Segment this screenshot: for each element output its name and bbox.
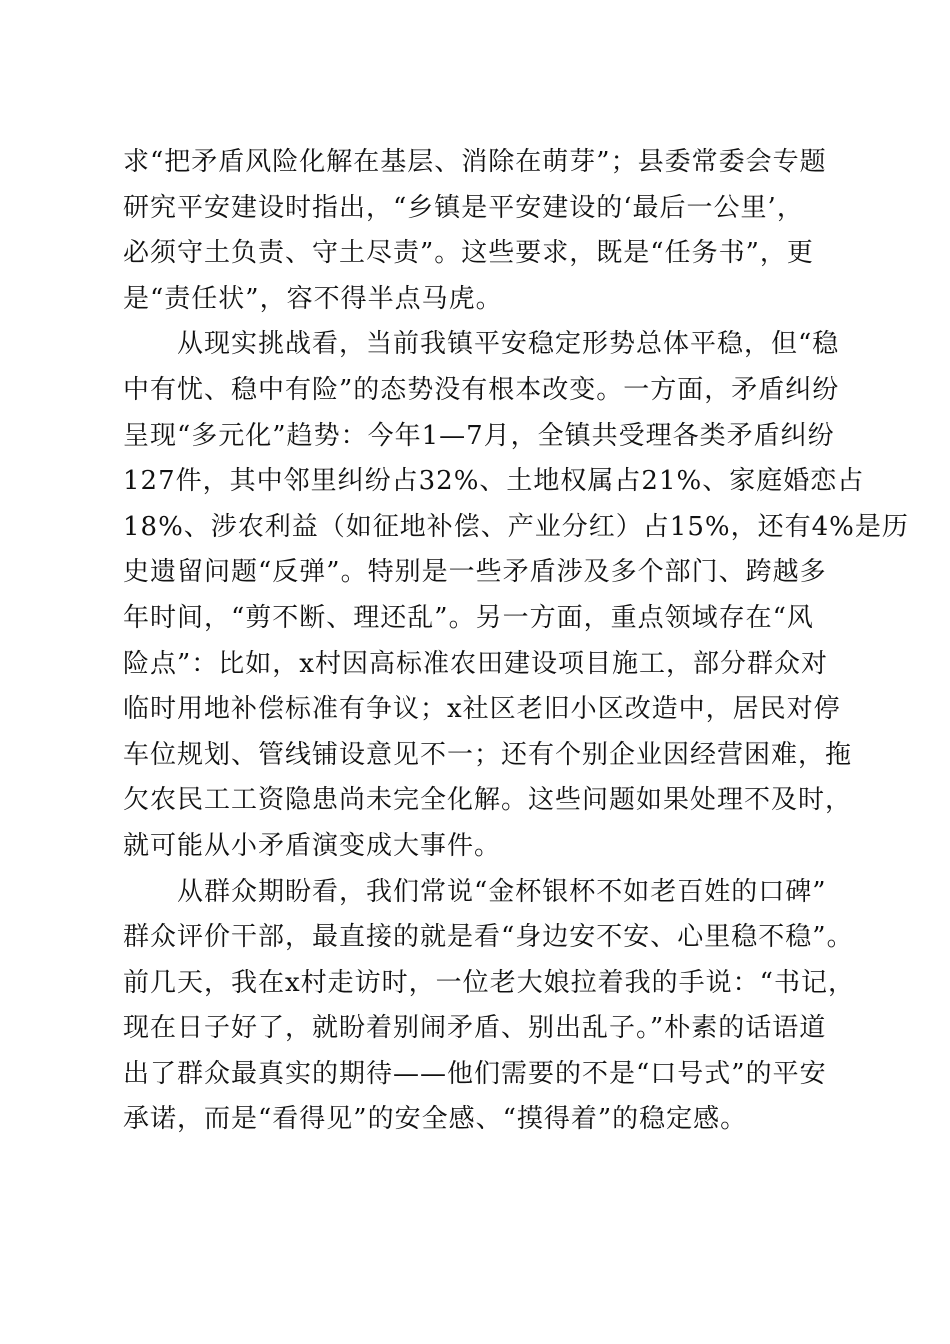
text-line: 前几天，我在x村走访时，一位老大娘拉着我的手说：“书记，	[123, 967, 855, 998]
text-line: 险点”：比如，x村因高标准农田建设项目施工，部分群众对	[123, 648, 828, 679]
text-line: 是“责任状”，容不得半点马虎。	[123, 283, 503, 314]
text-line: 18%、涉农利益（如征地补偿、产业分红）占15%，还有4%是历	[123, 511, 909, 542]
text-line: 出了群众最真实的期待——他们需要的不是“口号式”的平安	[123, 1058, 827, 1089]
text-line: 史遗留问题“反弹”。特别是一些矛盾涉及多个部门、跨越多	[123, 557, 827, 588]
text-line: 中有忧、稳中有险”的态势没有根本改变。一方面，矛盾纠纷	[123, 374, 840, 405]
text-line: 从现实挑战看，当前我镇平安稳定形势总体平稳，但“稳	[123, 329, 840, 360]
text-line: 车位规划、管线铺设意见不一；还有个别企业因经营困难，拖	[123, 739, 853, 770]
text-line: 127件，其中邻里纠纷占32%、土地权属占21%、家庭婚恋占	[123, 466, 865, 497]
text-line: 年时间，“剪不断、理还乱”。另一方面，重点领域存在“风	[123, 602, 814, 633]
text-line: 求“把矛盾风险化解在基层、消除在萌芽”；县委常委会专题	[123, 147, 827, 177]
text-line: 现在日子好了，就盼着别闹矛盾、别出乱子。”朴素的话语道	[123, 1013, 827, 1044]
text-line: 从群众期盼看，我们常说“金杯银杯不如老百姓的口碑”	[123, 876, 827, 907]
text-line: 临时用地补偿标准有争议；x社区老旧小区改造中，居民对停	[123, 694, 841, 725]
text-line: 必须守土负责、守土尽责”。这些要求，既是“任务书”，更	[123, 238, 814, 269]
text-line: 研究平安建设时指出，“乡镇是平安建设的‘最后一公里’，	[123, 192, 804, 223]
text-line: 群众评价干部，最直接的就是看“身边安不安、心里稳不稳”。	[123, 922, 854, 953]
text-line: 呈现“多元化”趋势：今年1—7月，全镇共受理各类矛盾纠纷	[123, 420, 835, 451]
text-line: 就可能从小矛盾演变成大事件。	[123, 830, 502, 861]
text-line: 欠农民工工资隐患尚未完全化解。这些问题如果处理不及时，	[123, 785, 853, 816]
text-line: 承诺，而是“看得见”的安全感、“摸得着”的稳定感。	[123, 1104, 748, 1135]
body-text	[123, 140, 909, 1143]
